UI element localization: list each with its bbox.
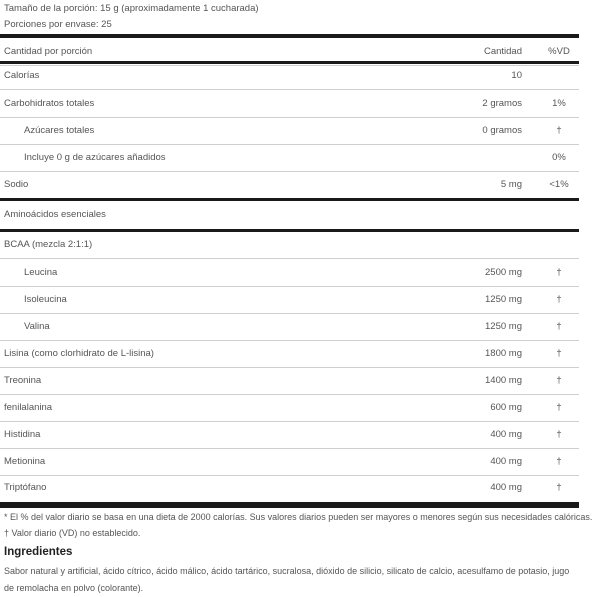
header-amount: Cantidad: [483, 46, 522, 57]
bottom-thick-divider: [0, 502, 579, 508]
nutrient-dv: 1%: [552, 98, 566, 109]
section-label: Aminoácidos esenciales: [4, 209, 106, 220]
serving-size: Tamaño de la porción: 15 g (aproximadamente 1 cucharada): [4, 3, 259, 14]
nutrient-dv: †: [556, 267, 562, 278]
nutrient-label: Valina: [24, 321, 50, 332]
nutrient-label: Triptófano: [4, 482, 47, 493]
nutrient-row-tryptophan: [0, 474, 579, 501]
section-row-essential-amino-acids: [0, 201, 579, 228]
nutrient-dv: †: [556, 125, 562, 136]
header-amount-per-serving: Cantidad por porción: [4, 46, 93, 57]
nutrient-row-lysine: [0, 340, 579, 368]
nutrient-dv: †: [556, 429, 562, 440]
nutrient-row-total-sugars: [0, 117, 579, 145]
nutrient-row-threonine: [0, 367, 579, 395]
nutrient-label: BCAA (mezcla 2:1:1): [4, 239, 93, 250]
nutrient-row-phenylalanine: [0, 394, 579, 422]
nutrient-row-calories: [0, 62, 579, 90]
nutrient-label: Histidina: [4, 429, 41, 440]
nutrient-row-sodium: [0, 171, 579, 199]
nutrient-label: fenilalanina: [4, 402, 53, 413]
nutrient-row-valine: [0, 313, 579, 341]
servings-per-container: Porciones por envase: 25: [4, 19, 112, 30]
nutrient-label: Azúcares totales: [24, 125, 95, 136]
nutrient-dv: 0%: [552, 152, 566, 163]
nutrient-dv: †: [556, 402, 562, 413]
header-daily-value: %VD: [548, 46, 570, 57]
nutrient-label: Metionina: [4, 456, 46, 467]
nutrient-row-isoleucine: [0, 286, 579, 314]
nutrient-amount: 400 mg: [490, 456, 522, 467]
nutrient-amount: 1800 mg: [485, 348, 522, 359]
nutrient-amount: 1250 mg: [485, 321, 522, 332]
nutrient-label: Lisina (como clorhidrato de L-lisina): [4, 348, 154, 359]
ingredients-title: Ingredientes: [4, 546, 73, 558]
dagger-footnote: † Valor diario (VD) no establecido.: [4, 528, 141, 538]
nutrient-amount: 600 mg: [490, 402, 522, 413]
nutrient-row-added-sugars: [0, 144, 579, 172]
nutrient-dv: †: [556, 321, 562, 332]
nutrient-amount: 400 mg: [490, 429, 522, 440]
nutrient-row-total-carbohydrates: [0, 90, 579, 118]
nutrient-row-leucine: [0, 259, 579, 287]
nutrient-amount: 2500 mg: [485, 267, 522, 278]
nutrient-dv: †: [556, 348, 562, 359]
nutrient-label: Incluye 0 g de azúcares añadidos: [24, 152, 166, 163]
nutrient-label: Treonina: [4, 375, 42, 386]
nutrient-dv: †: [556, 456, 562, 467]
daily-value-footnote: * El % del valor diario se basa en una dieta de 2000 calorías. Sus valores diarios pueden ser mayores o menores según sus necesidades calóricas.: [4, 512, 593, 522]
nutrient-amount: 1400 mg: [485, 375, 522, 386]
nutrient-label: Isoleucina: [24, 294, 67, 305]
ingredients-text: Sabor natural y artificial, ácido cítrico, ácido málico, ácido tartárico, sucralosa, dióxido de silicio, silicato de calcio, acesulfamo de potasio, jugo de remolacha en polvo (colorante).: [4, 566, 570, 593]
nutrient-label: Leucina: [24, 267, 58, 278]
nutrient-dv: †: [556, 482, 562, 493]
nutrient-label: Calorías: [4, 70, 40, 81]
nutrient-dv: †: [556, 294, 562, 305]
nutrient-row-histidine: [0, 421, 579, 449]
nutrient-dv: <1%: [549, 179, 569, 190]
nutrient-label: Sodio: [4, 179, 29, 190]
nutrient-row-methionine: [0, 448, 579, 476]
nutrient-row-bcaa: [0, 231, 579, 259]
nutrient-label: Carbohidratos totales: [4, 98, 95, 109]
nutrient-amount: 2 gramos: [482, 98, 522, 109]
nutrient-amount: 10: [511, 70, 522, 81]
nutrient-amount: 0 gramos: [482, 125, 522, 136]
nutrient-amount: 5 mg: [500, 179, 522, 190]
nutrient-amount: 400 mg: [490, 482, 522, 493]
nutrient-amount: 1250 mg: [485, 294, 522, 305]
nutrient-dv: †: [556, 375, 562, 386]
